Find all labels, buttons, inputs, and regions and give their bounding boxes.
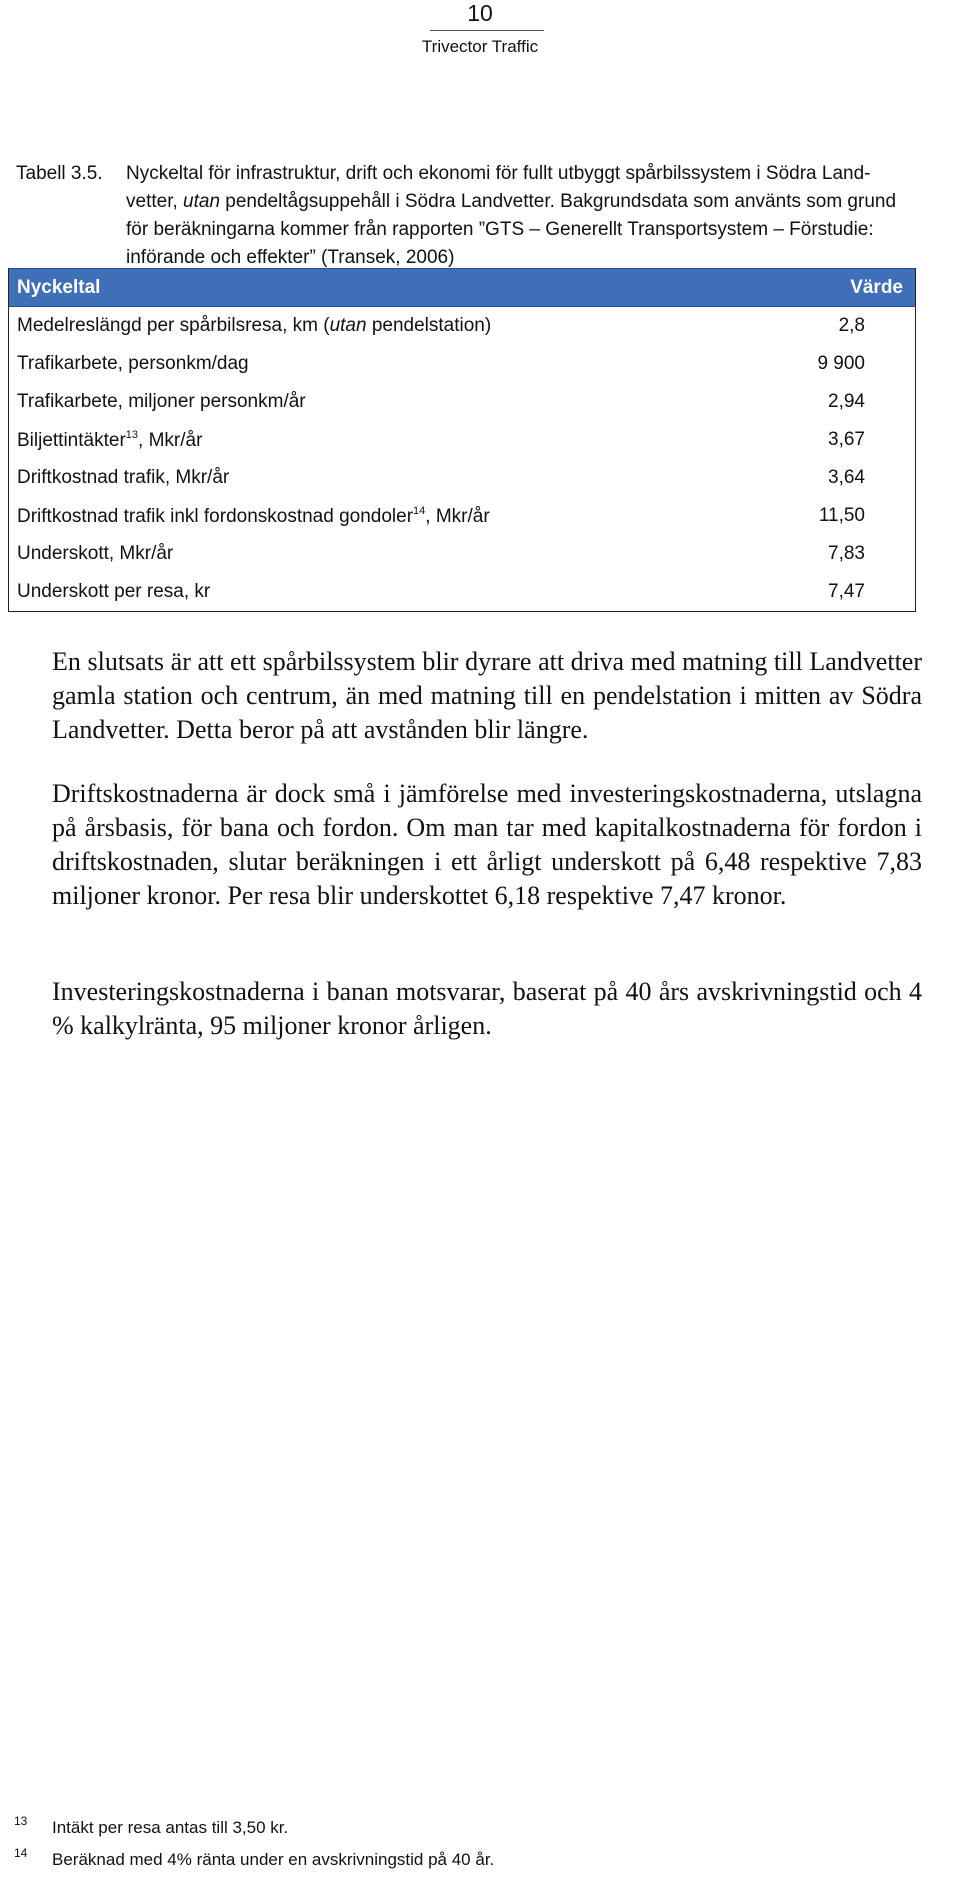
row-value: 2,94 xyxy=(828,391,865,412)
label-fragment: , Mkr/år xyxy=(425,506,490,527)
caption-fragment: pendeltågsuppehåll i Södra Landvetter. Bakgrundsdata som använts som grund xyxy=(220,191,897,212)
page-header xyxy=(0,0,960,70)
row-label: Underskott per resa, kr xyxy=(17,581,211,602)
publisher-name: Trivector Traffic xyxy=(421,37,539,56)
row-value: 2,8 xyxy=(838,315,865,336)
footnote-ref: 14 xyxy=(413,505,426,517)
column-header-key: Nyckeltal xyxy=(17,277,101,298)
row-label: Underskott, Mkr/år xyxy=(17,543,174,564)
table-row xyxy=(9,307,915,345)
label-fragment: Medelreslängd per spårbilsresa, km ( xyxy=(17,315,330,336)
table-row xyxy=(9,345,915,383)
caption-fragment: vetter, xyxy=(126,191,184,212)
table-row xyxy=(9,497,915,535)
row-label: Trafikarbete, personkm/dag xyxy=(17,353,249,374)
row-label: Trafikarbete, miljoner personkm/år xyxy=(17,391,306,412)
body-paragraph: Investeringskostnaderna i banan motsvarar, baserat på 40 års avskrivningstid och 4 % kalkylränta, 95 miljoner kronor årligen. xyxy=(52,977,922,1040)
row-label xyxy=(17,315,491,337)
body-paragraph: En slutsats är att ett spårbilssystem blir dyrare att driva med matning till Landvetter gamla station och centrum, än med matning till en pendelstation i mitten av Södra Landvetter. Detta beror på att avstånden blir längre. xyxy=(52,647,922,744)
table-row xyxy=(9,459,915,497)
label-fragment: , Mkr/år xyxy=(138,430,203,451)
row-label xyxy=(17,505,490,528)
label-emphasis: utan xyxy=(329,315,367,336)
caption-line: införande och effekter” (Transek, 2006) xyxy=(126,247,455,268)
footnote-number: 14 xyxy=(14,1846,28,1860)
caption-line: för beräkningarna kommer från rapporten ”GTS – Generellt Transportsystem – Förstudie: xyxy=(126,219,874,240)
row-value: 7,47 xyxy=(828,581,865,602)
row-label xyxy=(17,429,202,452)
row-value: 11,50 xyxy=(818,505,865,526)
row-value: 3,67 xyxy=(828,429,865,450)
row-value: 7,83 xyxy=(828,543,865,564)
caption-line xyxy=(126,188,956,216)
footnote xyxy=(14,1846,914,1882)
table-row xyxy=(9,383,915,421)
label-fragment: Biljettintäkter xyxy=(17,430,126,451)
footnote-ref: 13 xyxy=(125,429,139,441)
table-row xyxy=(9,535,915,573)
caption-text xyxy=(126,160,956,272)
row-value: 3,64 xyxy=(828,467,865,488)
table-row xyxy=(9,573,915,611)
page-number: 10 xyxy=(467,0,493,26)
caption-line: Nyckeltal för infrastruktur, drift och ekonomi för fullt utbyggt spårbilssystem i Södra Land- xyxy=(126,163,871,184)
caption-emphasis: utan xyxy=(183,191,221,212)
header-divider xyxy=(430,30,544,31)
column-header-value: Värde xyxy=(850,277,903,298)
footnotes xyxy=(14,1814,914,1882)
row-label: Driftkostnad trafik, Mkr/år xyxy=(17,467,230,488)
label-fragment: Driftkostnad trafik inkl fordonskostnad gondoler xyxy=(17,506,414,527)
label-fragment: pendelstation) xyxy=(366,315,492,336)
kpi-table xyxy=(8,268,916,612)
table-row xyxy=(9,421,915,459)
table-header xyxy=(9,268,915,307)
footnote-text: Beräknad med 4% ränta under en avskrivningstid på 40 år. xyxy=(52,1850,495,1869)
row-value: 9 900 xyxy=(817,353,865,374)
caption-label: Tabell 3.5. xyxy=(16,163,103,184)
footnote-number: 13 xyxy=(14,1814,28,1828)
footnote xyxy=(14,1814,914,1850)
footnote-text: Intäkt per resa antas till 3,50 kr. xyxy=(52,1818,289,1837)
body-paragraph: Driftskostnaderna är dock små i jämförelse med investeringskostnaderna, utslagna på årsbasis, för bana och fordon. Om man tar med kapitalkostnaderna för fordon i driftskostnaden, slutar beräkningen i ett årligt underskott på 6,48 respektive 7,83 miljoner kronor. Per resa blir underskottet 6,18 respektive 7,47 kronor. xyxy=(52,779,922,910)
